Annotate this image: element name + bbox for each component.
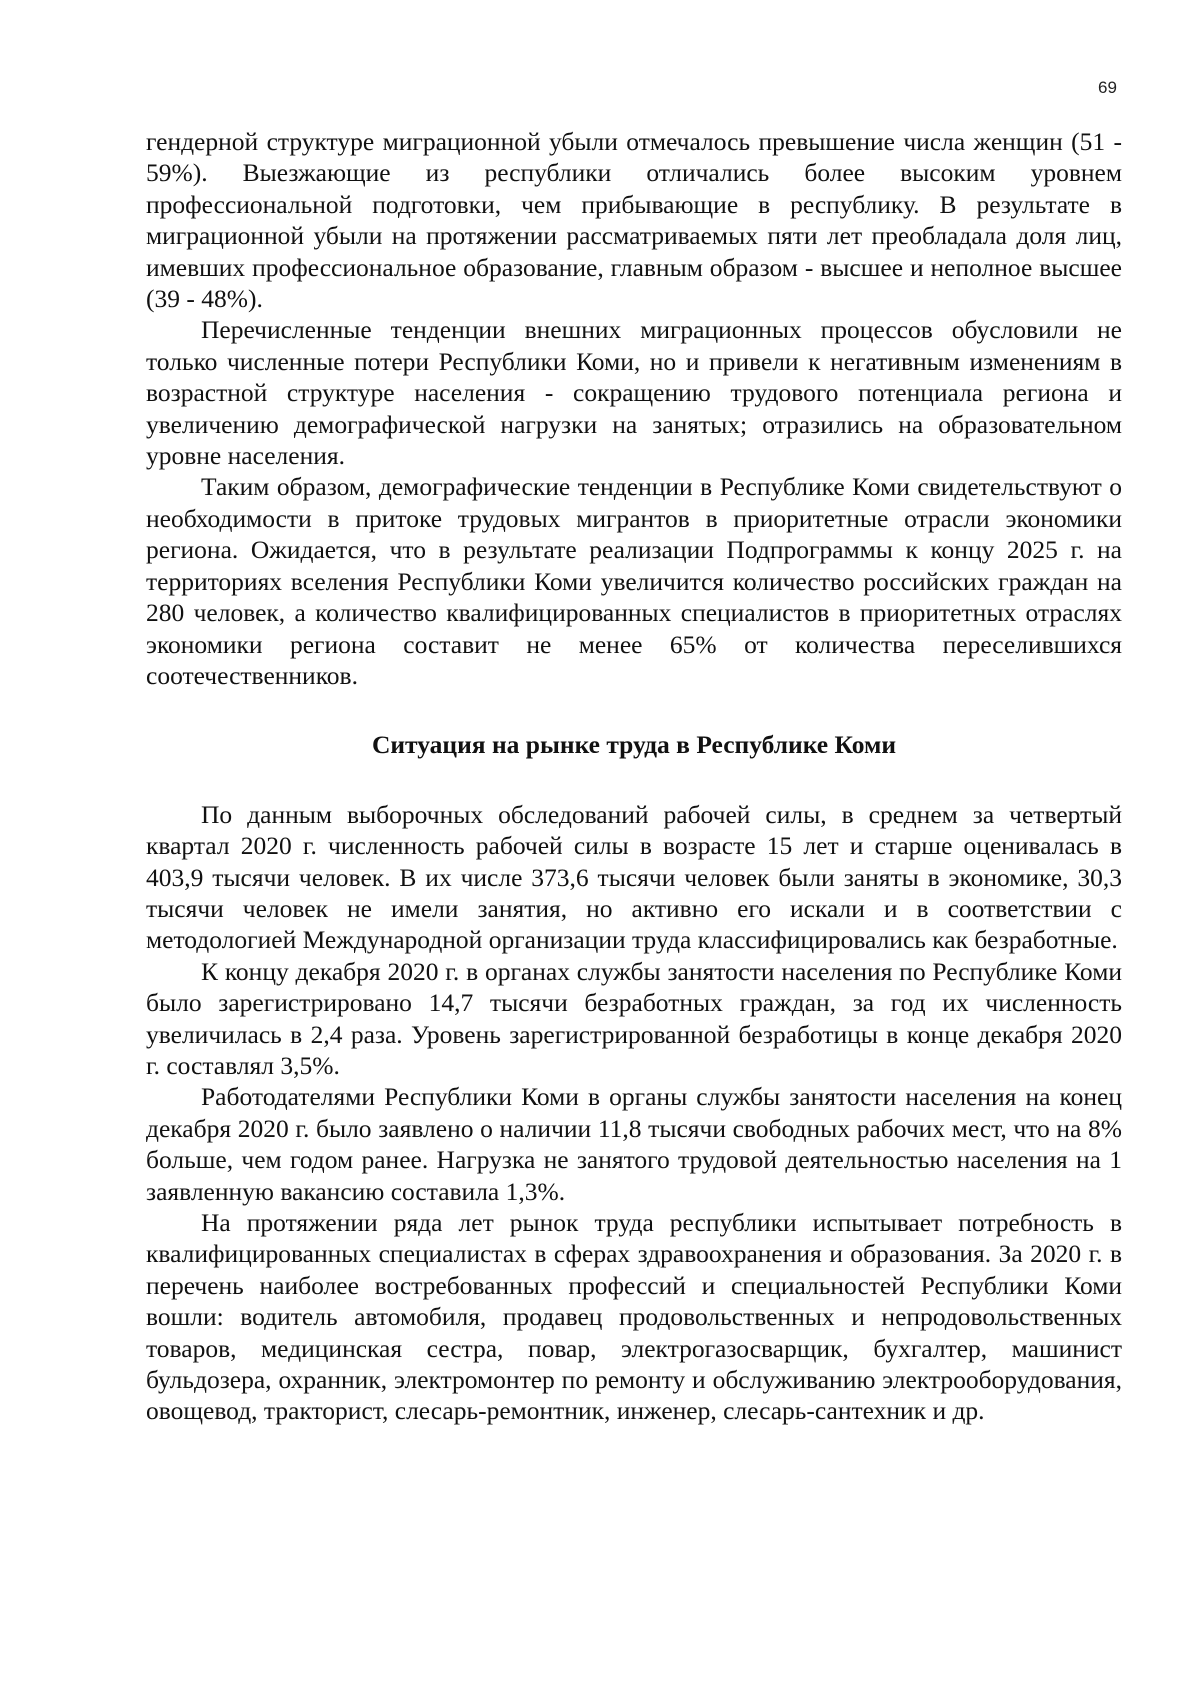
paragraph-demanded-professions: На протяжении ряда лет рынок труда республики испытывает потребность в квалифицированных специалистах в сферах здравоохранения и образования. За 2020 г. в перечень наиболее востребованных профессий и специальностей Республики Коми вошли: водитель автомобиля, продавец продовольственных и непродовольственных товаров, медицинская сестра, повар, электрогазосварщик, бухгалтер, машинист бульдозера, охранник, электромонтер по ремонту и обслуживанию электрооборудования, овощевод, тракторист, слесарь-ремонтник, инженер, слесарь-сантехник и др. bbox=[146, 1208, 1122, 1426]
paragraph-gender-structure: гендерной структуре миграционной убыли отмечалось превышение числа женщин (51 - 59%). Выезжающие из республики отличались более высоким уровнем профессиональной подготовки, чем прибывающие в республику. В результате в миграционной убыли на протяжении рассматриваемых пяти лет преобладала доля лиц, имевших профессиональное образование, главным образом - высшее и неполное высшее (39 - 48%). bbox=[146, 127, 1122, 314]
paragraph-vacancies: Работодателями Республики Коми в органы службы занятости населения на конец декабря 2020 г. было заявлено о наличии 11,8 тысячи свободных рабочих мест, что на 8% больше, чем годом ранее. Нагрузка не занятого трудовой деятельностью населения на 1 заявленную вакансию составила 1,3%. bbox=[146, 1082, 1122, 1206]
page-number: 69 bbox=[1098, 78, 1117, 97]
document-body bbox=[146, 126, 1122, 1427]
paragraph-migration-trends: Перечисленные тенденции внешних миграционных процессов обусловили не только численные потери Республики Коми, но и привели к негативным изменениям в возрастной структуре населения - сокращению трудового потенциала региона и увеличению демографической нагрузки на занятых; отразились на образовательном уровне населения. bbox=[146, 315, 1122, 471]
section-heading-labor-market: Ситуация на рынке труда в Республике Коми bbox=[371, 730, 897, 760]
paragraph-labor-survey: По данным выборочных обследований рабочей силы, в среднем за четвертый квартал 2020 г. численность рабочей силы в возрасте 15 лет и старше оценивалась в 403,9 тысячи человек. В их числе 373,6 тысячи человек были заняты в экономике, 30,3 тысячи человек не имели занятия, но активно его искали и в соответствии с методологией Международной организации труда классифицировались как безработные. bbox=[146, 799, 1122, 955]
paragraph-registered-unemployment: К концу декабря 2020 г. в органах службы занятости населения по Республике Коми было зарегистрировано 14,7 тысячи безработных граждан, за год их численность увеличилась в 2,4 раза. Уровень зарегистрированной безработицы в конце декабря 2020 г. составлял 3,5%. bbox=[146, 956, 1122, 1080]
paragraph-demographic-conclusion: Таким образом, демографические тенденции в Республике Коми свидетельствуют о необходимости в притоке трудовых мигрантов в приоритетные отрасли экономики региона. Ожидается, что в результате реализации Подпрограммы к концу 2025 г. на территориях вселения Республики Коми увеличится количество российских граждан на 280 человек, а количество квалифицированных специалистов в приоритетных отраслях экономики региона составит не менее 65% от количества переселившихся соотечественников. bbox=[146, 472, 1122, 690]
